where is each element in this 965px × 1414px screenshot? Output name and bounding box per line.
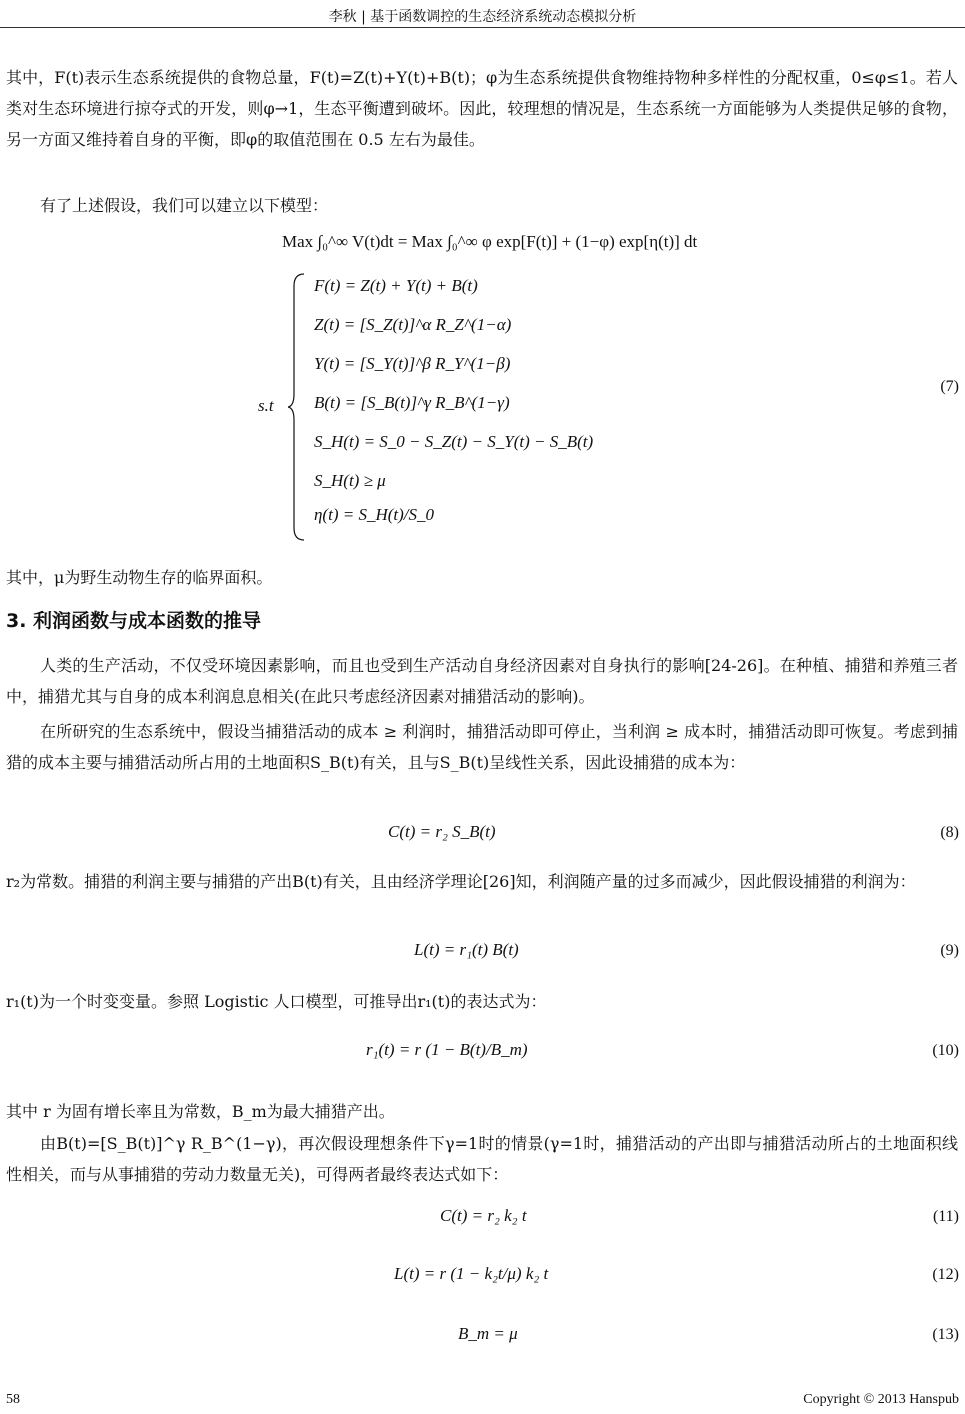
paragraph-gamma-assumption: 由B(t)=[S_B(t)]^γ R_B^(1−γ)，再次假设理想条件下γ=1时的情景(γ=1时，捕猎活动的产出即与捕猎活动所占的土地面积线性相关，而与从事捕猎的劳动力数量无关)，可得两者最终表达式如下： (6, 1134, 958, 1184)
paragraph-logistic-model: r₁(t)为一个时变变量。参照 Logistic 人口模型，可推导出r₁(t)的表达式为： (6, 992, 547, 1011)
equation-number-11: (11) (932, 1208, 959, 1225)
equation-7-objective: Max ∫₀^∞ V(t)dt = Max ∫₀^∞ φ exp[F(t)] + (1−φ) exp[η(t)] dt (282, 232, 698, 251)
page-number: 58 (6, 1392, 20, 1407)
equation-number-12: (12) (932, 1266, 959, 1283)
constraint-brace (288, 272, 308, 542)
paragraph-hunting-cost: 在所研究的生态系统中，假设当捕猎活动的成本 ≥ 利润时，捕猎活动即可停止，当利润 ≥ 成本时，捕猎活动即可恢复。考虑到捕猎的成本主要与捕猎活动所占用的土地面积S_B(t)有关，且与S_B(t)呈线性关系，因此设捕猎的成本为： (6, 722, 958, 772)
equation-12: L(t) = r (1 − k₂t/μ) k₂ t (394, 1264, 549, 1283)
paragraph-growth-rate: 其中 r 为固有增长率且为常数，B_m为最大捕猎产出。 (6, 1102, 395, 1121)
equation-number-13: (13) (932, 1326, 959, 1343)
copyright-notice: Copyright © 2013 Hanspub (803, 1392, 959, 1407)
equation-7-constraint-b: B(t) = [S_B(t)]^γ R_B^(1−γ) (314, 393, 510, 412)
section-heading: 3. 利润函数与成本函数的推导 (6, 610, 262, 632)
equation-9: L(t) = r₁(t) B(t) (414, 940, 519, 959)
equation-7-constraint-sh: S_H(t) = S_0 − S_Z(t) − S_Y(t) − S_B(t) (314, 432, 594, 451)
equation-7-constraint-food: F(t) = Z(t) + Y(t) + B(t) (314, 276, 478, 295)
equation-7-constraint-y: Y(t) = [S_Y(t)]^β R_Y^(1−β) (314, 354, 511, 373)
paragraph-food-allocation: 其中，F(t)表示生态系统提供的食物总量，F(t)=Z(t)+Y(t)+B(t)；φ为生态系统提供食物维持物种多样性的分配权重，0≤φ≤1。若人类对生态环境进行掠夺式的开发，则φ→1，生态平衡遭到破坏。因此，较理想的情况是，生态系统一方面能够为人类提供足够的食物，另一方面又维持着自身的平衡，即φ的取值范围在 0.5 左右为最佳。 (6, 68, 958, 149)
paragraph-model-intro: 有了上述假设，我们可以建立以下模型： (40, 196, 329, 215)
paragraph-mu-definition: 其中，μ为野生动物生存的临界面积。 (6, 568, 273, 587)
equation-number-10: (10) (932, 1042, 959, 1059)
equation-13: B_m = μ (458, 1324, 518, 1343)
equation-7-constraint-mu: S_H(t) ≥ μ (314, 471, 386, 490)
equation-7-constraint-z: Z(t) = [S_Z(t)]^α R_Z^(1−α) (314, 315, 512, 334)
equation-number-7: (7) (940, 378, 959, 395)
equation-7-subject-to: s.t (258, 396, 274, 415)
paragraph-production-factors: 人类的生产活动，不仅受环境因素影响，而且也受到生产活动自身经济因素对自身执行的影响[24-26]。在种植、捕猎和养殖三者中，捕猎尤其与自身的成本利润息息相关(在此只考虑经济因素对捕猎活动的影响)。 (6, 656, 958, 706)
equation-number-9: (9) (940, 942, 959, 959)
header-divider (0, 27, 965, 28)
equation-8: C(t) = r₂ S_B(t) (388, 822, 496, 841)
equation-7-constraint-eta: η(t) = S_H(t)/S_0 (314, 505, 434, 524)
equation-11: C(t) = r₂ k₂ t (440, 1206, 527, 1225)
equation-10: r₁(t) = r (1 − B(t)/B_m) (366, 1040, 528, 1059)
paragraph-hunting-profit: r₂为常数。捕猎的利润主要与捕猎的产出B(t)有关，且由经济学理论[26]知，利润随产量的过多而减少，因此假设捕猎的利润为： (6, 872, 916, 891)
equation-number-8: (8) (940, 824, 959, 841)
running-header: 李秋 | 基于函数调控的生态经济系统动态模拟分析 (328, 9, 637, 25)
